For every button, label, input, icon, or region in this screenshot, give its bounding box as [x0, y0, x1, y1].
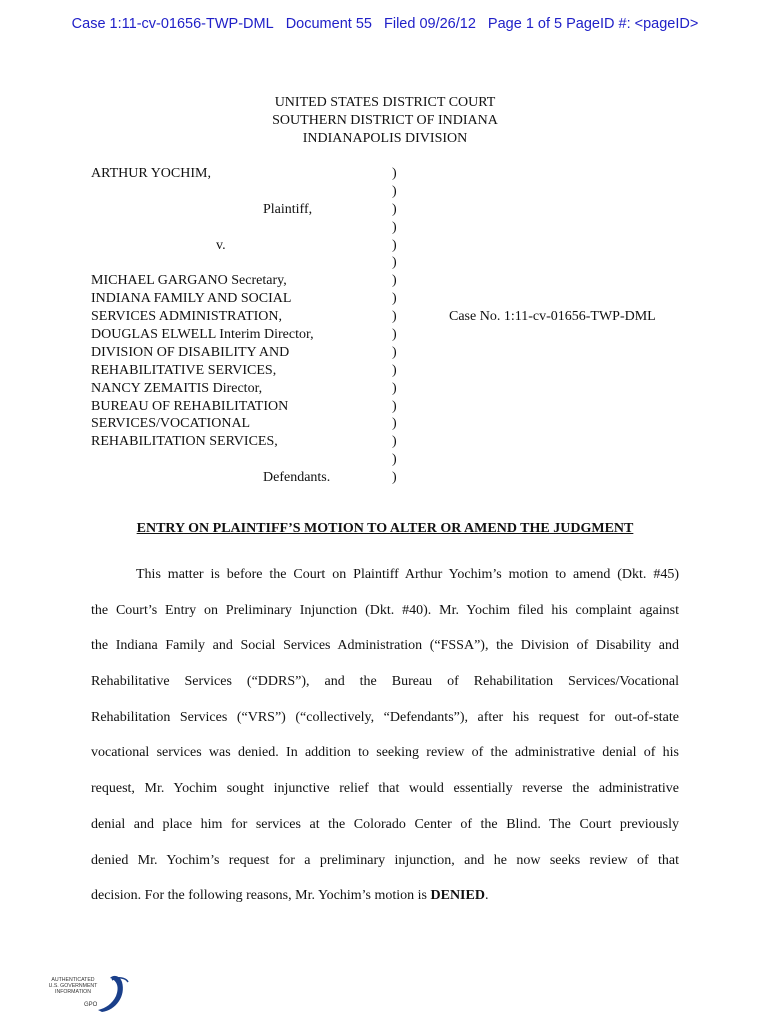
caption-parenthesis-column: [392, 165, 397, 487]
caption-paren: ): [392, 362, 397, 378]
defendant-line: NANCY ZEMAITIS Director,: [91, 380, 263, 396]
body-line-final: [91, 878, 679, 914]
versus-label: v.: [216, 237, 226, 253]
header-filed-date: Filed 09/26/12: [383, 16, 476, 32]
caption-paren: ): [392, 470, 397, 486]
body-line: the Indiana Family and Social Services Administration (“FSSA”), the Division of Disability and: [91, 638, 679, 654]
caption-paren: ): [392, 237, 397, 253]
caption-paren: ): [392, 183, 397, 199]
header-document-number: Document 55: [285, 16, 372, 32]
court-district: SOUTHERN DISTRICT OF INDIANA: [272, 113, 498, 128]
body-line: denial and place him for services at the Colorado Center of the Blind. The Court previously: [91, 816, 679, 832]
final-line-period: .: [484, 888, 489, 904]
caption-paren: ): [392, 344, 397, 360]
defendant-line: INDIANA FAMILY AND SOCIAL: [91, 291, 292, 307]
caption-paren: ): [392, 255, 397, 271]
body-line: Rehabilitation Services (“VRS”) (“collectively, “Defendants”), after his request for out-of-state: [91, 709, 679, 725]
caption-paren: ): [392, 273, 397, 289]
caption-paren: ): [392, 201, 397, 217]
defendant-line: DOUGLAS ELWELL Interim Director,: [91, 327, 314, 343]
plaintiff-name: ARTHUR YOCHIM,: [91, 166, 211, 181]
caption-paren: ): [392, 291, 397, 307]
body-line: Rehabilitative Services (“DDRS”), and the Bureau of Rehabilitation Services/Vocational: [91, 674, 679, 690]
eagle-swoosh-icon: [42, 972, 132, 1017]
logo-text-government: U.S. GOVERNMENT: [48, 983, 98, 989]
caption-paren: ): [392, 309, 397, 325]
caption-paren: ): [392, 380, 397, 396]
caption-paren: ): [392, 434, 397, 450]
court-division: INDIANAPOLIS DIVISION: [302, 131, 468, 146]
ruling-denied: DENIED: [430, 888, 485, 904]
court-name: UNITED STATES DISTRICT COURT: [274, 95, 496, 110]
defendant-line: REHABILITATIVE SERVICES,: [91, 362, 277, 378]
caption-paren: ): [392, 452, 397, 468]
body-line: This matter is before the Court on Plaintiff Arthur Yochim’s motion to amend (Dkt. #45): [136, 567, 679, 582]
defendant-line: MICHAEL GARGANO Secretary,: [91, 273, 287, 289]
caption-paren: ): [392, 416, 397, 432]
defendant-line: REHABILITATION SERVICES,: [91, 434, 278, 450]
defendant-line: SERVICES/VOCATIONAL: [91, 416, 251, 432]
caption-paren: ): [392, 398, 397, 414]
case-number: Case No. 1:11-cv-01656-TWP-DML: [449, 309, 656, 324]
body-paragraph: [91, 557, 679, 914]
header-case-number: Case 1:11-cv-01656-TWP-DML: [71, 16, 274, 32]
caption-paren: ): [392, 327, 397, 343]
gpo-authenticated-logo: [42, 972, 132, 1017]
body-line: denied Mr. Yochim’s request for a preliminary injunction, and he now seeks review of that: [91, 852, 679, 868]
defendant-line: BUREAU OF REHABILITATION: [91, 398, 289, 414]
court-heading: [0, 94, 770, 148]
filing-header: [0, 16, 770, 32]
body-line: vocational services was denied. In addition to seeking review of the administrative denial of his: [91, 745, 679, 761]
plaintiff-label: Plaintiff,: [263, 201, 313, 217]
entry-title: ENTRY ON PLAINTIFF’S MOTION TO ALTER OR AMEND THE JUDGMENT: [136, 521, 634, 536]
caption-paren: ): [392, 166, 397, 181]
header-page-info: Page 1 of 5 PageID #: <pageID>: [487, 16, 699, 32]
logo-text-authenticated: AUTHENTICATED: [51, 977, 95, 983]
body-line: the Court’s Entry on Preliminary Injunction (Dkt. #40). Mr. Yochim filed his complaint against: [91, 602, 679, 618]
defendant-line: DIVISION OF DISABILITY AND: [91, 344, 290, 360]
case-caption-parties: [91, 165, 391, 487]
logo-text-information: INFORMATION: [55, 989, 91, 995]
final-line-text: decision. For the following reasons, Mr. Yochim’s motion is: [91, 888, 431, 904]
defendants-label: Defendants.: [263, 470, 331, 486]
caption-paren: ): [392, 219, 397, 235]
logo-gpo-mark: GPO: [84, 1002, 98, 1008]
defendant-line: SERVICES ADMINISTRATION,: [91, 309, 283, 325]
body-line: request, Mr. Yochim sought injunctive relief that would essentially reverse the administrative: [91, 781, 679, 797]
